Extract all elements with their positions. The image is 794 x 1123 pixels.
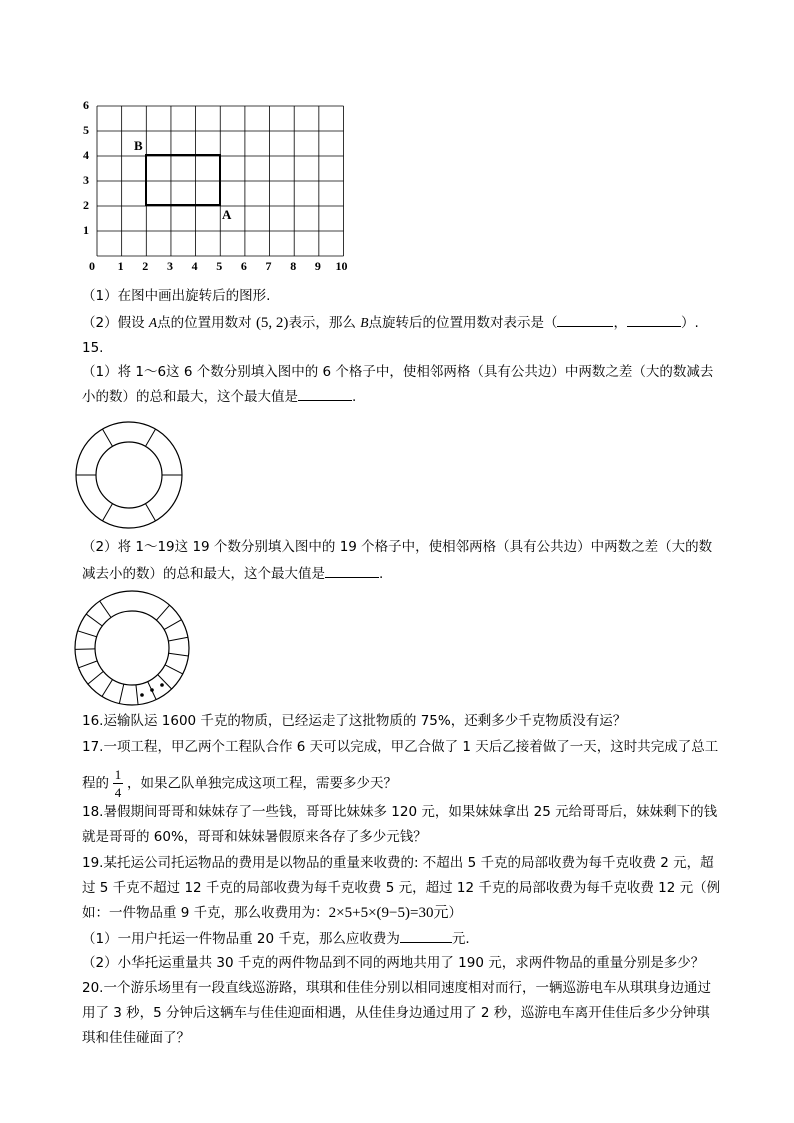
- ring-divider: [158, 675, 172, 689]
- inner-circle: [95, 611, 169, 685]
- ring-divider: [103, 504, 113, 521]
- fraction: $\frac{1}{4}$: [114, 767, 122, 800]
- q14-part2: （2）假设 A点的位置用数对 (5, 2)表示，那么 B点旋转后的位置用数对表示是（ ， ）.: [82, 315, 699, 331]
- x-tick-label: 0: [89, 259, 95, 273]
- point-a-label: A: [222, 207, 232, 222]
- ring-divider: [164, 620, 181, 630]
- q14-part1: （1）在图中画出旋转后的图形.: [82, 288, 271, 304]
- ring-divider: [102, 679, 113, 696]
- q20-line1: 20.一个游乐场里有一段直线巡游路，琪琪和佳佳分别以相同速度相对而行，一辆巡游电车从琪琪身边通过: [82, 980, 711, 996]
- answer-blank[interactable]: [627, 313, 681, 327]
- y-tick-label: 1: [83, 223, 89, 237]
- q18-line1: 18.暑假期间哥哥和妹妹存了一些钱，哥哥比妹妹多 120 元，如果妹妹拿出 25 元给哥哥后，妹妹剩下的钱: [82, 804, 718, 820]
- q15-p2-line2: 减去小的数）的总和最大，这个最大值是 .: [82, 566, 384, 582]
- ring-divider: [78, 631, 97, 637]
- x-tick-label: 7: [265, 259, 272, 273]
- x-tick-label: 5: [216, 259, 223, 273]
- ring-divider: [156, 605, 169, 620]
- ring-diagram-6: [70, 412, 194, 536]
- point-b-label: B: [134, 138, 143, 153]
- answer-blank[interactable]: [325, 564, 379, 578]
- x-tick-label: 4: [191, 259, 198, 273]
- ring-divider: [165, 665, 183, 674]
- answer-blank[interactable]: [298, 387, 352, 401]
- rectangle-figure: [146, 155, 220, 205]
- x-tick-label: 6: [240, 259, 247, 273]
- ring-divider: [168, 637, 188, 641]
- y-tick-label: 6: [83, 98, 89, 112]
- ring-divider: [103, 429, 113, 446]
- ring-divider: [86, 614, 102, 626]
- q20-line2: 用了 3 秒，5 分钟后这辆车与佳佳迎面相遇，从佳佳身边通过用了 2 秒，巡游电车离开佳佳后多少分钟琪: [82, 1005, 710, 1021]
- q17-line2: 程的 $\frac{1}{4}$ ，如果乙队单独完成这项工程，需要多少天？: [82, 767, 397, 800]
- q15-p2-line1: （2）将 1～19这 19 个数分别填入图中的 19 个格子中，使相邻两格（具有公共边）中两数之差（大的数: [82, 539, 713, 555]
- q16-text: 16.运输队运 1600 千克的物质，已经运走了这批物质的 75%，还剩多少千克物质没有运？: [82, 713, 627, 729]
- q19-line2: 过 5 千克不超过 12 千克的局部收费为每千克收费 5 元，超过 12 千克的局部收费为每千克收费 12 元（例: [82, 880, 721, 896]
- ring-divider: [136, 685, 138, 705]
- q17-line1: 17.一项工程，甲乙两个工程队合作 6 天可以完成，甲乙合做了 1 天后乙接着做了一天，这时共完成了总工: [82, 739, 719, 755]
- ring-diagram-19: [70, 588, 200, 712]
- q19-line3: 如：一件物品重 9 千克，那么收费用为：2×5+5×(9−5)=30元）: [82, 905, 462, 921]
- ring-divider: [169, 653, 189, 656]
- ring-divider: [100, 601, 111, 617]
- x-tick-label: 1: [117, 259, 124, 273]
- q19-p2: （2）小华托运重量共 30 千克的两件物品到不同的两地共用了 190 元，求两件物品的重量分别是多少？: [82, 955, 705, 971]
- ellipsis-dot: [140, 693, 144, 697]
- x-tick-label: 10: [335, 259, 348, 273]
- q15-p1-line1: （1）将 1～6这 6 个数分别填入图中的 6 个格子中，使相邻两格（具有公共边）中两数之差（大的数减去: [82, 364, 714, 380]
- q15-p1-line2: 小的数）的总和最大，这个最大值是 .: [82, 389, 357, 405]
- ring-divider: [146, 429, 156, 446]
- answer-blank[interactable]: [400, 929, 452, 943]
- ellipsis-dot: [150, 688, 154, 692]
- q20-line3: 琪和佳佳碰面了？: [82, 1030, 190, 1046]
- y-tick-label: 5: [83, 123, 89, 137]
- inner-circle: [96, 442, 162, 508]
- ring-divider: [146, 504, 156, 521]
- y-tick-label: 3: [83, 173, 89, 187]
- y-tick-label: 2: [83, 198, 89, 212]
- fee-formula: 2×5+5×(9−5)=30元: [328, 905, 449, 921]
- q15-number: 15.: [82, 340, 104, 356]
- q19-line1: 19.某托运公司托运物品的费用是以物品的重量来收费的: 不超出 5 千克的局部收费为每千克收费 2 元，超: [82, 855, 714, 871]
- answer-blank[interactable]: [557, 313, 613, 327]
- x-tick-label: 2: [142, 259, 149, 273]
- x-tick-label: 9: [314, 259, 321, 273]
- q18-line2: 就是哥哥的 60%，哥哥和妹妹暑假原来各存了多少元钱？: [82, 829, 427, 845]
- ring-divider: [88, 671, 103, 684]
- coordinate-grid: [0, 0, 794, 290]
- outer-circle: [75, 591, 189, 705]
- q19-p1: （1）一用户托运一件物品重 20 千克，那么应收费为 元.: [82, 931, 470, 947]
- x-tick-label: 3: [166, 259, 173, 273]
- ellipsis-dot: [160, 683, 164, 687]
- coordinate-pair: (5, 2): [255, 315, 289, 331]
- x-tick-label: 8: [290, 259, 297, 273]
- ring-divider: [79, 661, 98, 668]
- y-tick-label: 4: [83, 148, 89, 162]
- ring-divider: [119, 684, 123, 704]
